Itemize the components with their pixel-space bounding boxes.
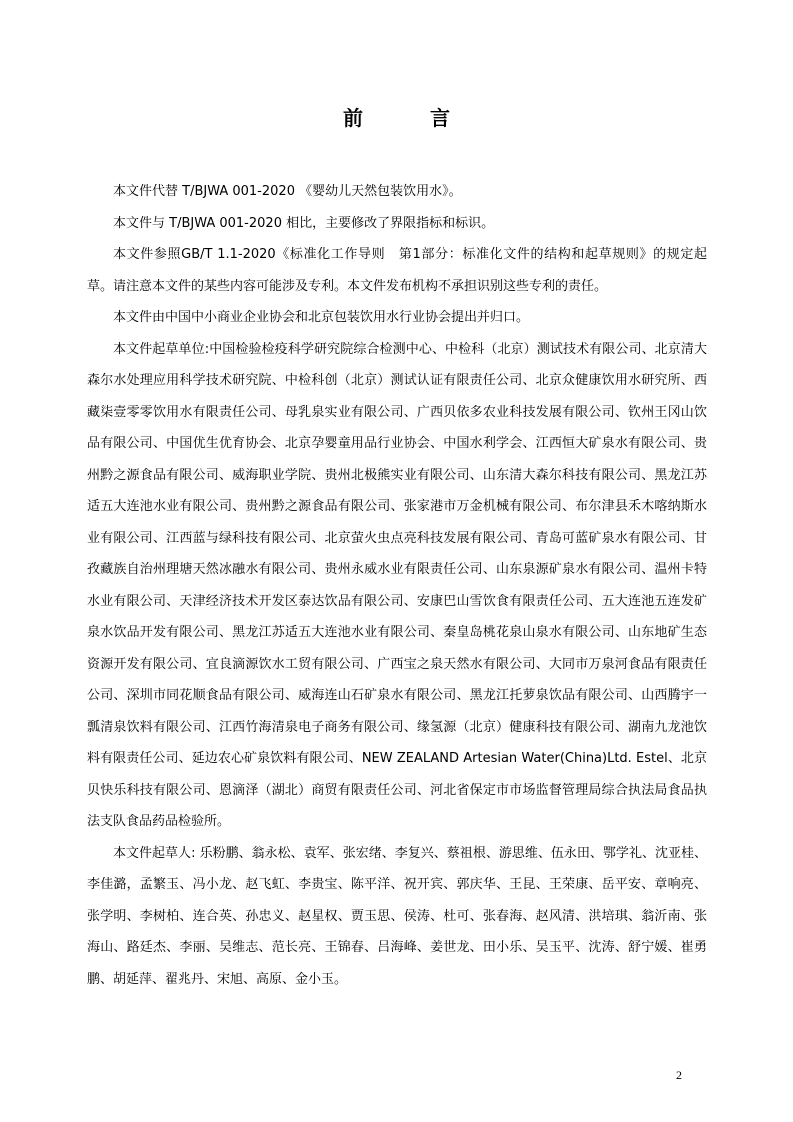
paragraph-drafting-rules: 本文件参照GB/T 1.1-2020《标准化工作导则 第1部分：标准化文件的结构和起草规则》的规定起草。请注意本文件的某些内容可能涉及专利。本文件发布机构不承担识别这些专利的责任。 [87, 247, 707, 294]
paragraph-drafters: 本文件起草人: 乐粉鹏、翁永松、袁军、张宏绪、李复兴、蔡祖根、游思维、伍永田、鄂学礼、沈亚桂、李佳潞，孟繁玉、冯小龙、赵飞虹、李贵宝、陈平洋、祝开宾、郭庆华、王昆、王荣康、岳平安、章响亮、张学明、李树柏、连合英、孙忠义、赵星权、贾玉思、侯涛、杜可、张春海、赵风清、洪培琪、翁沂南、张海山、路廷杰、李丽、吴维志、范长亮、王锦春、吕海峰、姜世龙、田小乐、吴玉平、沈涛、舒宁媛、崔勇鹏、胡延萍、翟兆丹、宋旭、高原、金小玉。 [87, 845, 707, 987]
paragraph-drafting-units: 本文件起草单位:中国检验检疫科学研究院综合检测中心、中检科（北京）测试技术有限公司、北京清大森尔水处理应用科学技术研究院、中检科创（北京）测试认证有限责任公司、北京众健康饮用水研究所、西藏柒壹零零饮用水有限责任公司、母乳泉实业有限公司、广西贝依多农业科技发展有限公司、钦州王冈山饮品有限公司、中国优生优育协会、北京孕婴童用品行业协会、中国水利学会、江西恒大矿泉水有限公司、贵州黔之源食品有限公司、威海职业学院、贵州北极熊实业有限公司、山东清大森尔科技有限公司、黑龙江苏适五大连池水业有限公司、贵州黔之源食品有限公司、张家港市万金机械有限公司、布尔津县禾木喀纳斯水业有限公司、江西蓝与绿科技有限公司、北京萤火虫点亮科技发展有限公司、青岛可蓝矿泉水有限公司、甘孜藏族自治州理塘天然冰融水有限公司、贵州永威水业有限责任公司、山东泉源矿泉水有限公司、温州卡特水业有限公司、天津经济技术开发区泰达饮品有限公司、安康巴山雪饮食有限责任公司、五大连池五连发矿泉水饮品开发有限公司、黑龙江苏适五大连池水业有限公司、秦皇岛桃花泉山泉水有限公司、山东地矿生态资源开发有限公司、宜良滴源饮水工贸有限公司、广西宝之泉天然水有限公司、大同市万泉河食品有限责任公司、深圳市同花顺食品有限公司、威海连山石矿泉水有限公司、黑龙江托萝泉饮品有限公司、山西腾宇一瓢清泉饮料有限公司、江西竹海清泉电子商务有限公司、缘氢源（北京）健康科技有限公司、湖南九龙池饮料有限责任公司、延边农心矿泉饮料有限公司、NEW ZEALAND Artesian Water(China)Ltd. Estel、北京贝快乐科技有限公司、恩滴泽（湖北）商贸有限责任公司、河北省保定市市场监督管理局综合执法局食品执法支队食品药品检验所。 [87, 341, 707, 829]
page-number: 2 [676, 1068, 682, 1082]
page-title: 前 言 [343, 106, 480, 130]
paragraph-replaces: 本文件代替 T/BJWA 001-2020 《婴幼儿天然包装饮用水》。 [113, 184, 462, 199]
paragraph-proposer: 本文件由中国中小商业企业协会和北京包装饮用水行业协会提出并归口。 [113, 310, 530, 325]
document-body [87, 176, 707, 995]
paragraph-changes: 本文件与 T/BJWA 001-2020 相比，主要修改了界限指标和标识。 [113, 215, 495, 231]
